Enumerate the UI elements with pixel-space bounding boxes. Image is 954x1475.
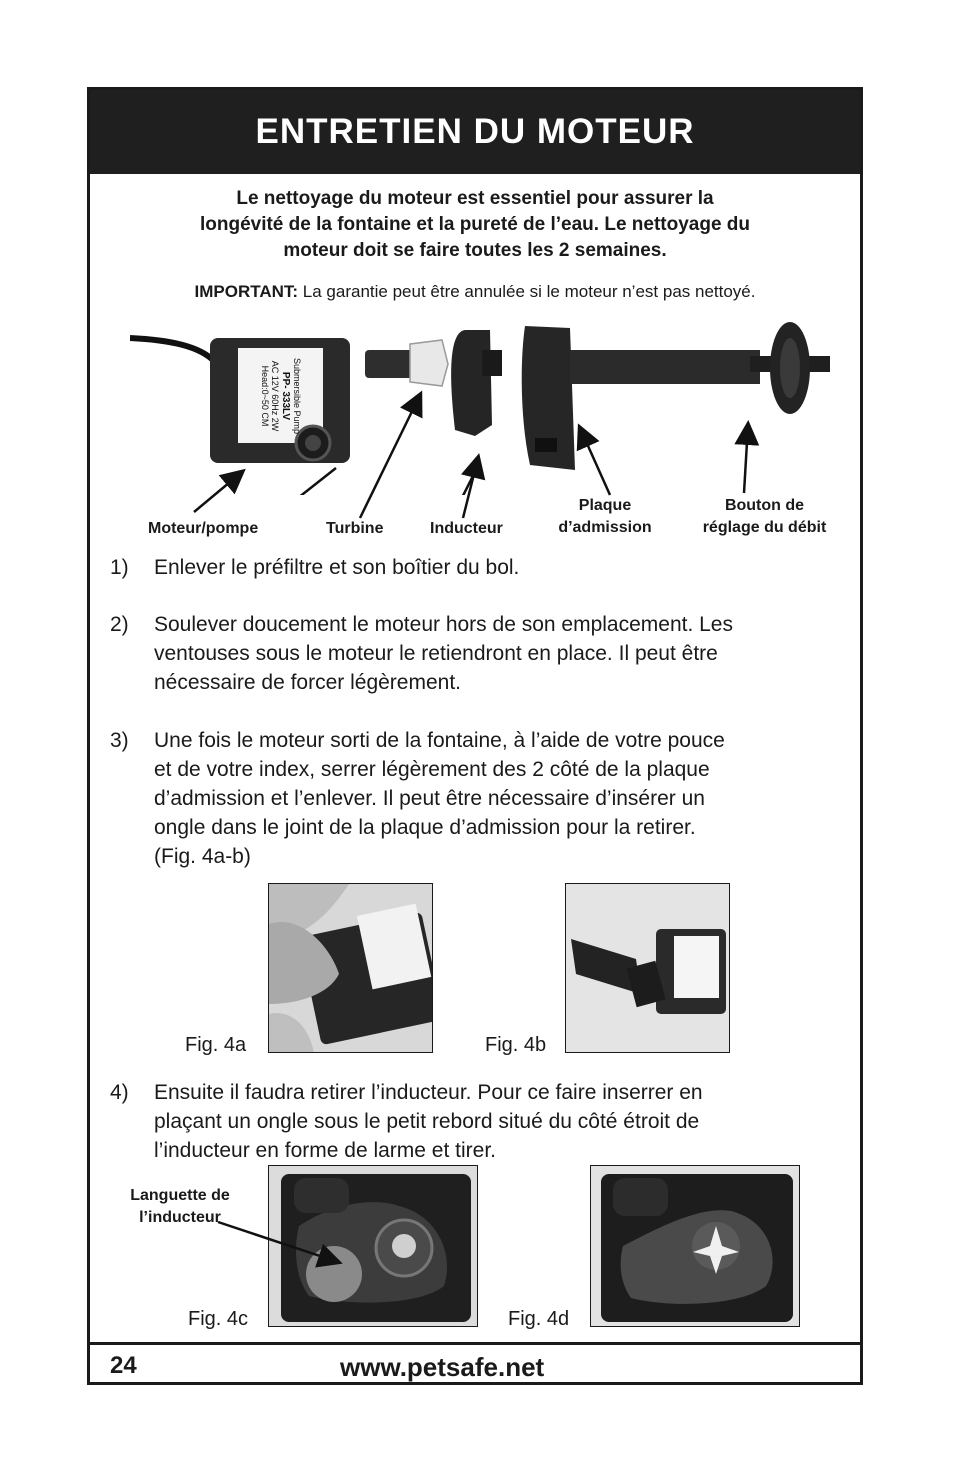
fig-4d-photo <box>590 1165 800 1327</box>
step-line: plaçant un ongle sous le petit rebord situé du côté étroit de <box>154 1110 700 1133</box>
step-text <box>154 610 830 697</box>
important-text: La garantie peut être annulée si le moteur n’est pas nettoyé. <box>298 282 756 301</box>
step-line: (Fig. 4a-b) <box>154 845 251 868</box>
inductor-tab-arrow <box>90 1200 350 1280</box>
page-title: ENTRETIEN DU MOTEUR <box>255 112 695 151</box>
fig-4d-caption: Fig. 4d <box>508 1308 570 1330</box>
intro-line: moteur doit se faire toutes les 2 semaines. <box>283 240 667 261</box>
footer-divider <box>90 1342 860 1345</box>
svg-text:PP- 333LV: PP- 333LV <box>280 371 291 421</box>
page-frame <box>87 87 863 1385</box>
step-line: ventouses sous le moteur le retiendront en place. Il peut être <box>154 642 718 665</box>
step-text <box>154 553 830 582</box>
label-line: d’admission <box>558 519 652 536</box>
label-inductor: Inducteur <box>430 520 503 537</box>
intro-line: longévité de la fontaine et la pureté de l’eau. Le nettoyage du <box>199 214 751 235</box>
website-link[interactable]: www.petsafe.net <box>340 1352 545 1382</box>
label-intake-plate <box>545 495 665 539</box>
page-number: 24 <box>110 1352 137 1379</box>
step-line: Enlever le préfiltre et son boîtier du bol. <box>154 556 520 579</box>
intro-line: Le nettoyage du moteur est essentiel pour assurer la <box>236 188 714 209</box>
label-line: l’inducteur <box>139 1209 221 1226</box>
step-text <box>154 726 830 871</box>
step-number: 2) <box>110 613 129 636</box>
step-line: d’admission et l’enlever. Il peut être nécessaire d’insérer un <box>154 787 705 810</box>
svg-text:Head:0~50 CM: Head:0~50 CM <box>260 365 270 427</box>
svg-text:AC 12V 60Hz 2W: AC 12V 60Hz 2W <box>270 360 280 432</box>
step-line: ongle dans le joint de la plaque d’admission pour la retirer. <box>154 816 696 839</box>
step-line: l’inducteur en forme de larme et tirer. <box>154 1139 496 1162</box>
fig-4b-caption: Fig. 4b <box>485 1034 547 1056</box>
step-line: Une fois le moteur sorti de la fontaine, à l’aide de votre pouce <box>154 729 725 752</box>
important-label: IMPORTANT: <box>194 282 299 301</box>
step-line: Soulever doucement le moteur hors de son emplacement. Les <box>154 613 733 636</box>
step-line: et de votre index, serrer légèrement des 2 côté de la plaque <box>154 758 710 781</box>
step-number: 3) <box>110 729 129 752</box>
label-line: Languette de <box>130 1187 230 1204</box>
label-line: Bouton de <box>724 497 805 514</box>
step-line: nécessaire de forcer légèrement. <box>154 671 461 694</box>
step-number: 1) <box>110 556 129 579</box>
step-line: Ensuite il faudra retirer l’inducteur. Pour ce faire inserrer en <box>154 1081 703 1104</box>
fig-4b-photo <box>565 883 730 1053</box>
label-turbine: Turbine <box>326 520 384 537</box>
parts-arrows <box>90 90 866 550</box>
fig-4a-photo <box>268 883 433 1053</box>
label-motor: Moteur/pompe <box>148 520 259 537</box>
label-line: réglage du débit <box>702 519 827 536</box>
step-text <box>154 1078 830 1165</box>
svg-text:Submersible Pump: Submersible Pump <box>292 357 302 435</box>
label-line: Plaque <box>578 497 632 514</box>
label-flow-knob <box>687 495 842 539</box>
fig-4c-caption: Fig. 4c <box>188 1308 249 1330</box>
fig-4a-caption: Fig. 4a <box>185 1034 247 1056</box>
step-number: 4) <box>110 1081 129 1104</box>
